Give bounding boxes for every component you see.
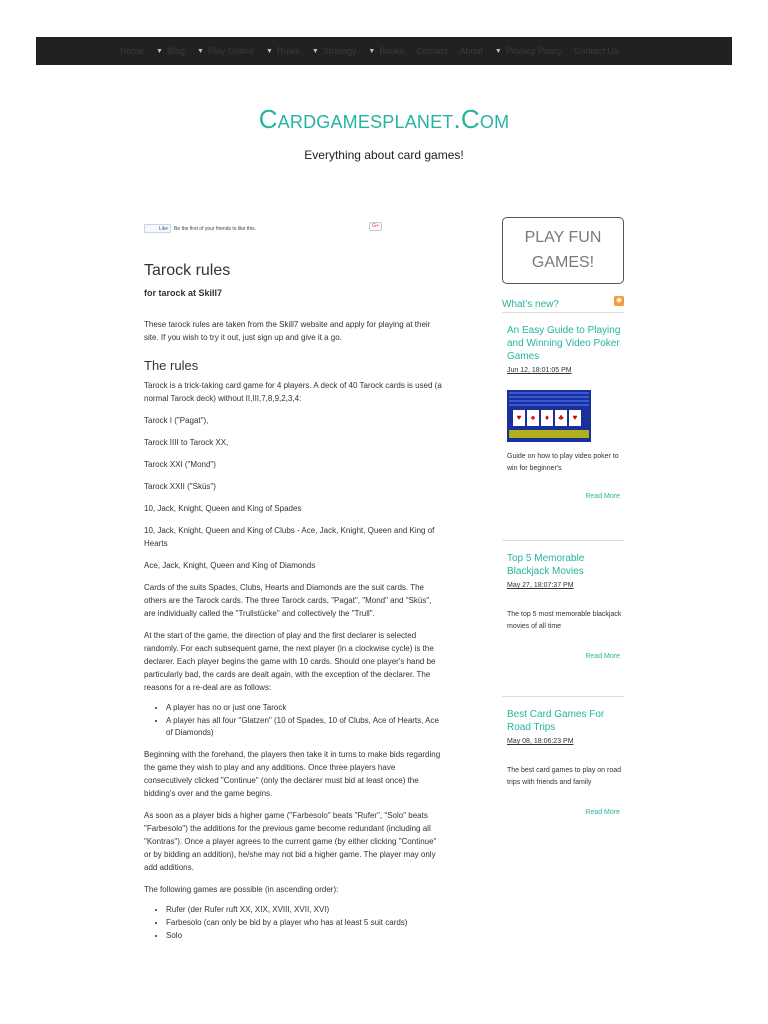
nav-item-label: Blog bbox=[166, 46, 185, 56]
card-icon: ♦ bbox=[541, 410, 553, 426]
card-line: Tarock XXII ("Sküs") bbox=[144, 482, 216, 491]
nav-item-privacy-policy[interactable] bbox=[495, 46, 562, 56]
read-more-link[interactable]: Read More bbox=[585, 493, 620, 500]
nav-item-blog[interactable] bbox=[156, 46, 185, 56]
google-plus-button[interactable]: G+ bbox=[369, 222, 382, 231]
card-icon: ♥ bbox=[513, 410, 525, 426]
nav-item-books[interactable] bbox=[368, 46, 404, 56]
nav-item-contact[interactable] bbox=[416, 46, 447, 56]
post-date: May 08, 18:06:23 PM bbox=[507, 738, 574, 745]
facebook-like-text: Be the first of your friends to like this. bbox=[174, 225, 256, 232]
card-icon: ♠ bbox=[527, 410, 539, 426]
rules-paragraph: At the start of the game, the direction of play and the first declarer is selected randomly. For each subsequent game, the next player (in a clockwise cycle) is the declarer. Each player begins the game with 10 cards. Should one player's hand be particularly bad, the cards are dealt again, with the exception of the declarer. The reasons for a re-deal are as follows: bbox=[144, 631, 436, 692]
paytable-graphic bbox=[509, 392, 589, 406]
post-description: Guide on how to play video poker to win for beginner's bbox=[507, 453, 619, 472]
article-intro: These tarock rules are taken from the Skill7 website and apply for playing at their site. If you wish to try it out, just sign up and give it a go. bbox=[144, 320, 431, 342]
rules-paragraph: The following games are possible (in ascending order): bbox=[144, 885, 339, 894]
nav-item-rules[interactable] bbox=[266, 46, 300, 56]
nav-item-label: Privacy Policy bbox=[505, 46, 562, 56]
site-title-link[interactable]: Cardgamesplanet.Com bbox=[258, 104, 510, 134]
card-line: Ace, Jack, Knight, Queen and King of Diamonds bbox=[144, 561, 316, 570]
card-line: Tarock I ("Pagat"), bbox=[144, 416, 209, 425]
caret-down-icon: ▼ bbox=[311, 47, 319, 55]
article-subtitle: for tarock at Skill7 bbox=[144, 288, 223, 298]
sidebar-post bbox=[502, 313, 624, 540]
read-more-link[interactable]: Read More bbox=[585, 653, 620, 660]
caret-down-icon: ▼ bbox=[156, 47, 163, 55]
list-item: • A player has all four "Glatzen" (10 of Spades, 10 of Clubs, Ace of Hearts, Ace of Diamonds) bbox=[166, 715, 442, 739]
rules-paragraph: As soon as a player bids a higher game ("Farbesolo" beats "Rufer", "Solo" beats "Farbesolo") the additions for the previous game become redundant (including all "Kontras"). Once a player agrees to the current game (by either clicking "Continue" or by bidding an addition), he/she may not bid a higher game. The player may only add additions. bbox=[144, 811, 437, 872]
rules-paragraph: Cards of the suits Spades, Clubs, Hearts and Diamonds are the suit cards. The others are the Tarock cards. The three Tarock cards, "Pagat", "Mond" and "Sküs", are individually called the "Trullstücke" and collectively the "Trull". bbox=[144, 583, 432, 618]
video-poker-thumbnail-image[interactable] bbox=[507, 390, 591, 442]
playing-cards-graphic bbox=[513, 410, 583, 426]
card-line: Tarock IIII to Tarock XX, bbox=[144, 438, 229, 447]
like-label: Like bbox=[158, 225, 168, 232]
nav-item-label: Contact bbox=[416, 46, 448, 56]
nav-item-label: Strategy bbox=[322, 46, 357, 56]
nav-item-play-online[interactable] bbox=[197, 46, 254, 56]
nav-item-strategy[interactable] bbox=[312, 46, 356, 56]
rules-paragraph: Tarock is a trick-taking card game for 4 players. A deck of 40 Tarock cards is used (a normal Tarock deck) without II,III,7,8,9,2,3,4: bbox=[144, 381, 442, 403]
nav-item-home[interactable] bbox=[120, 46, 144, 56]
social-bar bbox=[144, 222, 442, 238]
button-strip-graphic bbox=[509, 430, 589, 438]
facebook-like-button[interactable] bbox=[144, 224, 171, 233]
sidebar-post bbox=[502, 697, 624, 816]
facebook-like-widget bbox=[144, 224, 256, 233]
top-nav-bar bbox=[36, 37, 732, 65]
nav-item-label: Rules bbox=[276, 46, 300, 56]
whats-new-header bbox=[502, 294, 624, 308]
nav-item-contact-us[interactable] bbox=[574, 46, 619, 56]
games-list bbox=[144, 904, 442, 942]
list-item: • Rufer (der Rufer ruft XX, XIX, XVIII, XVII, XVI) bbox=[166, 904, 442, 916]
card-line: Tarock XXI ("Mond") bbox=[144, 460, 216, 469]
caret-down-icon: ▼ bbox=[196, 47, 204, 55]
post-date: Jun 12, 18:01:05 PM bbox=[507, 367, 572, 374]
sidebar-post bbox=[502, 541, 624, 696]
nav-item-label: Home bbox=[120, 46, 145, 56]
caret-down-icon: ▼ bbox=[368, 47, 376, 55]
post-date: May 27, 18:07:37 PM bbox=[507, 582, 574, 589]
nav-item-label: Books bbox=[379, 46, 405, 56]
list-item: • A player has no or just one Tarock bbox=[166, 702, 442, 714]
sidebar bbox=[502, 217, 624, 816]
post-title-link[interactable]: Top 5 Memorable Blackjack Movies bbox=[507, 553, 585, 577]
card-icon: ♣ bbox=[555, 410, 567, 426]
nav-item-label: Contact Us bbox=[573, 46, 619, 56]
site-tagline: Everything about card games! bbox=[304, 148, 464, 162]
card-icon: ♥ bbox=[569, 410, 581, 426]
post-title-link[interactable]: An Easy Guide to Playing and Winning Video Poker Games bbox=[507, 325, 621, 362]
card-line: 10, Jack, Knight, Queen and King of Spades bbox=[144, 504, 302, 513]
redeal-list bbox=[144, 702, 442, 739]
post-description: The top 5 most memorable blackjack movies of all time bbox=[507, 611, 622, 630]
nav-item-label: Play Online bbox=[207, 46, 254, 56]
post-title-link[interactable]: Best Card Games For Road Trips bbox=[507, 709, 605, 733]
list-item: • Farbesolo (can only be bid by a player who has at least 5 suit cards) bbox=[166, 917, 442, 929]
whats-new-title[interactable]: What's new? bbox=[502, 299, 559, 310]
rules-paragraph: Beginning with the forehand, the players then take it in turns to make bids regarding the game they wish to play and any additions. Once three players have consecutively clicked "Continue" (only the declarer must bid at least once) the bidding's over and the game begins. bbox=[144, 750, 441, 798]
nav-item-about[interactable] bbox=[459, 46, 483, 56]
caret-down-icon: ▼ bbox=[494, 47, 502, 55]
list-item: • Solo bbox=[166, 930, 442, 942]
read-more-link[interactable]: Read More bbox=[585, 809, 620, 816]
card-line: 10, Jack, Knight, Queen and King of Clubs - Ace, Jack, Knight, Queen and King of Hearts bbox=[144, 526, 435, 548]
caret-down-icon: ▼ bbox=[265, 47, 273, 55]
play-fun-games-banner[interactable]: PLAY FUN GAMES! bbox=[502, 217, 624, 284]
nav-item-label: About bbox=[459, 46, 483, 56]
post-description: The best card games to play on road trips with friends and family bbox=[507, 767, 622, 786]
section-heading: The rules bbox=[144, 358, 199, 373]
rss-icon[interactable]: ◉ bbox=[615, 297, 623, 304]
page-title: Tarock rules bbox=[144, 262, 231, 279]
article bbox=[144, 222, 442, 943]
